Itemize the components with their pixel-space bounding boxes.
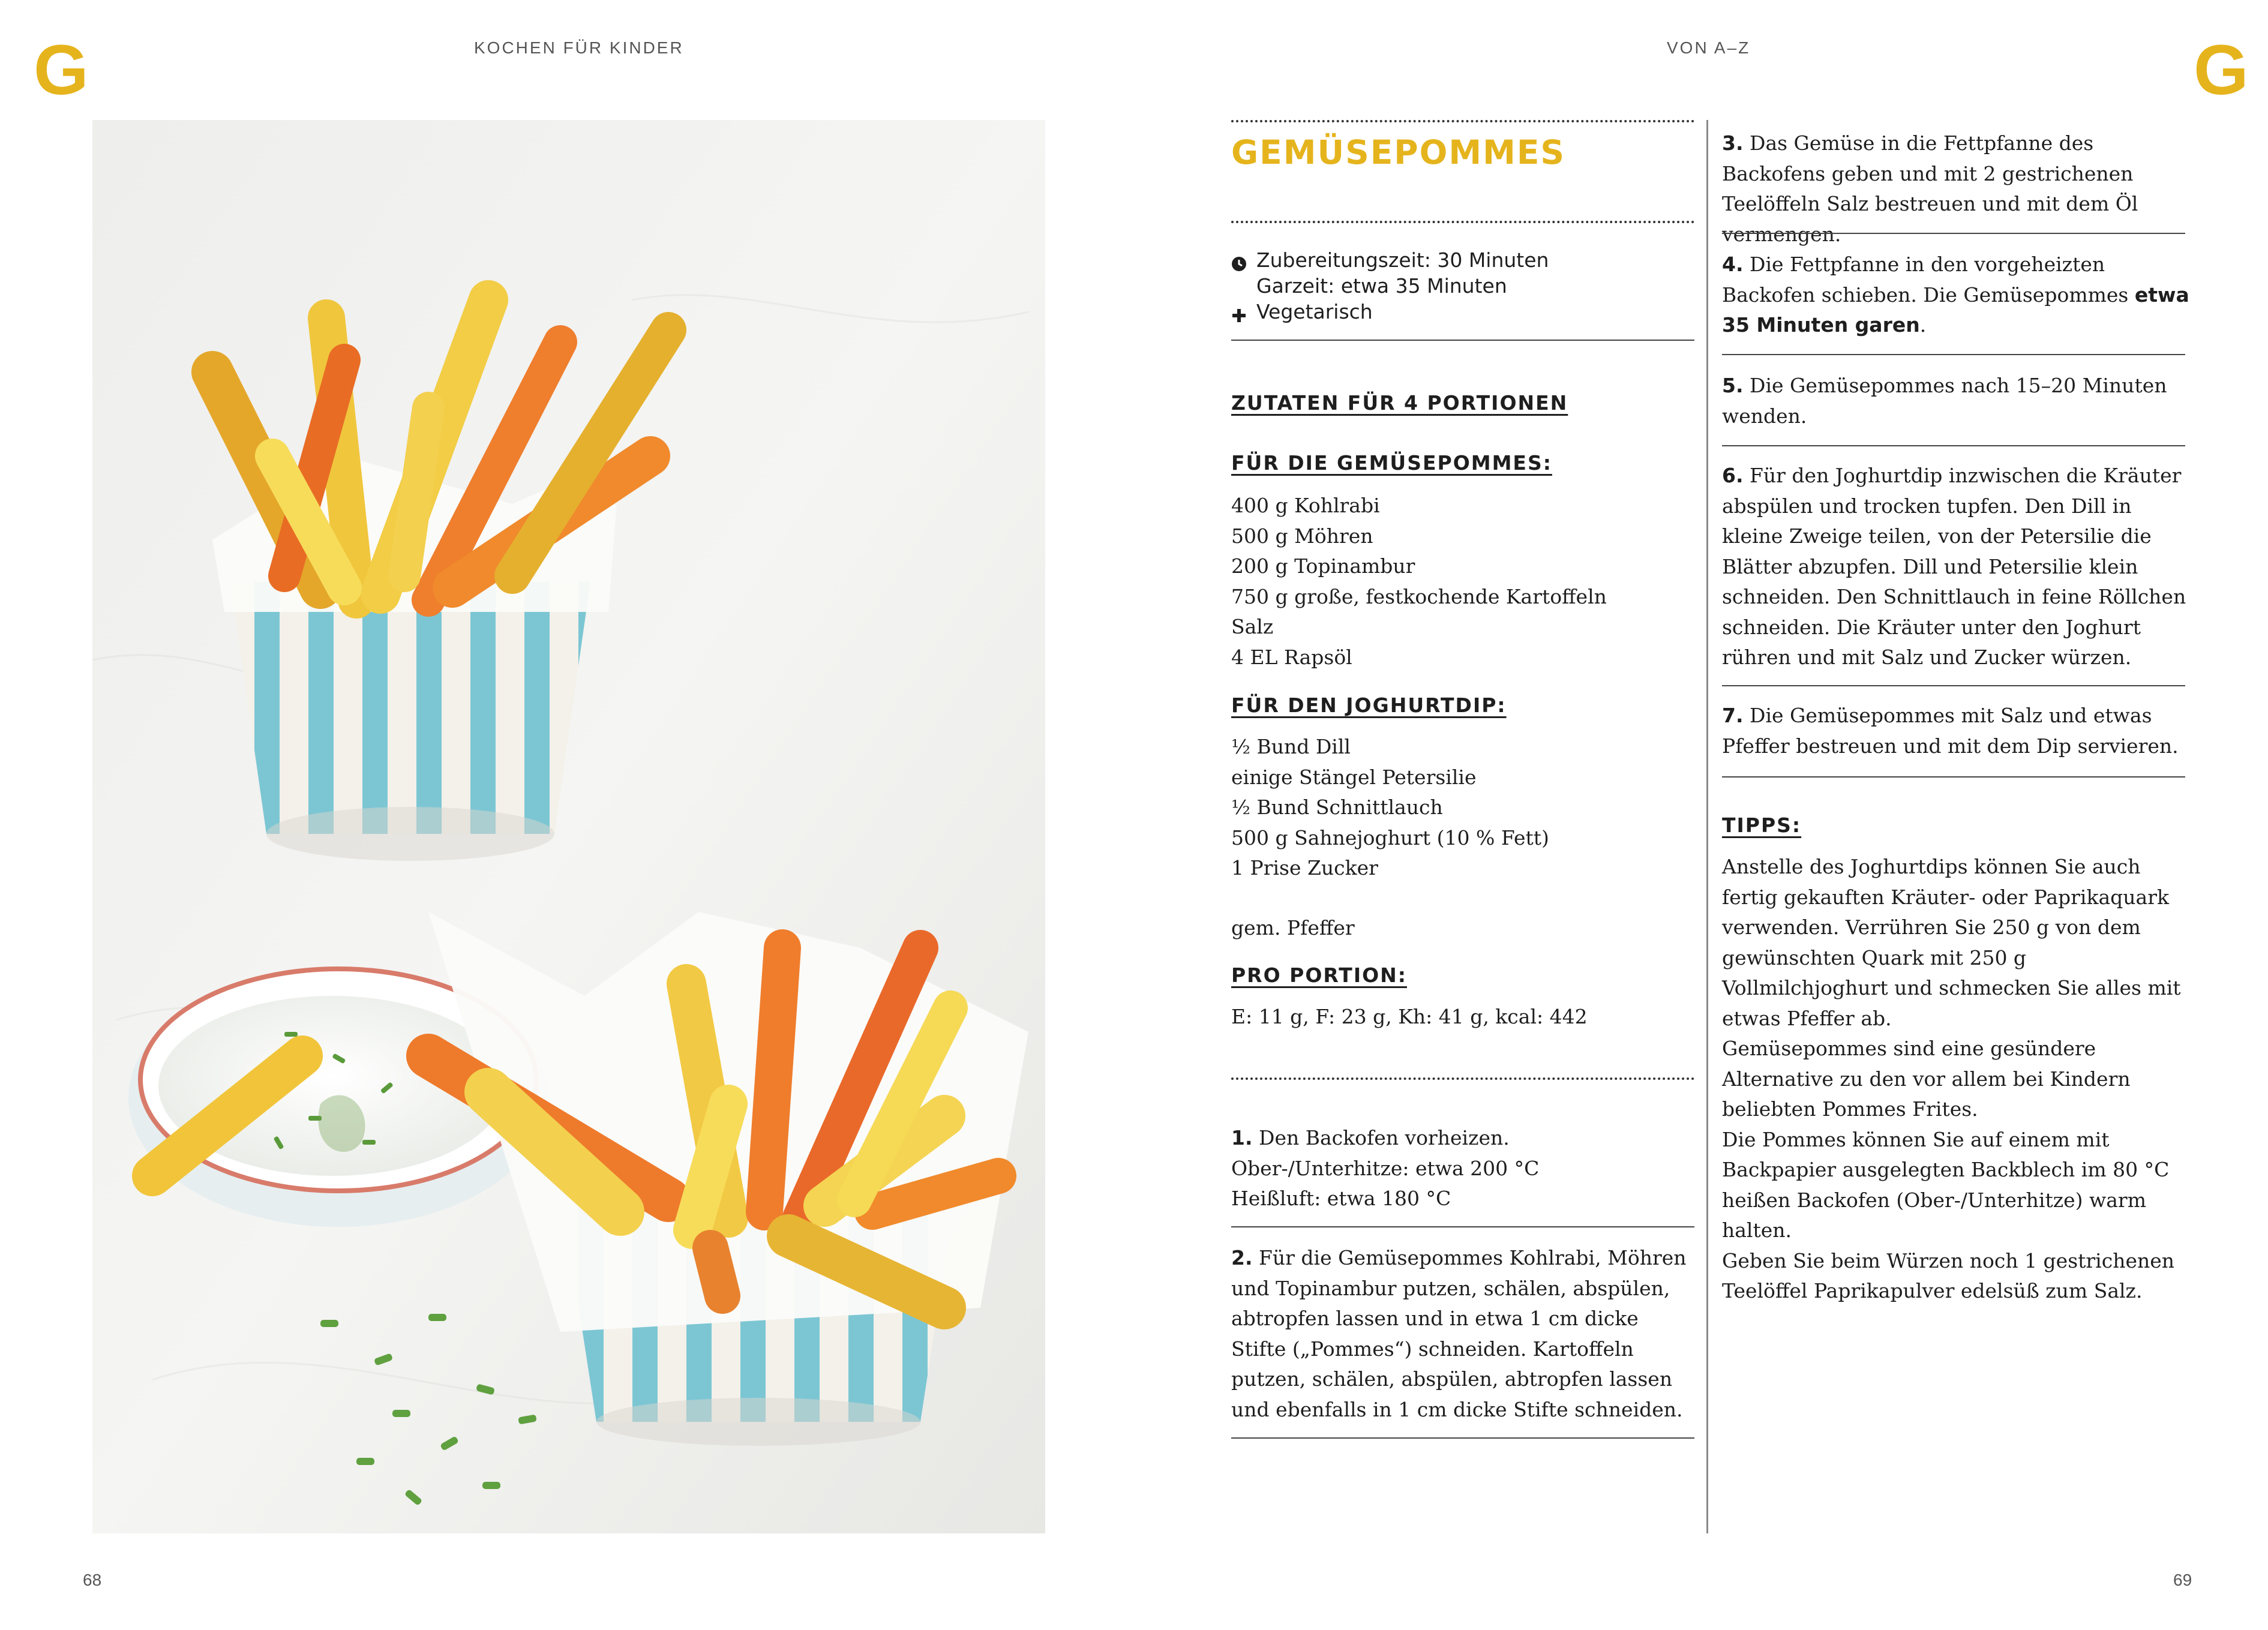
page-number-right: 69: [2173, 1571, 2192, 1589]
step-3: [1722, 128, 2190, 250]
food-photo: [92, 120, 1045, 1533]
running-head-right: VON A–Z: [1667, 38, 1751, 57]
fries-ingredients: [1231, 491, 1607, 673]
step-rule: [1722, 354, 2185, 355]
fries-heading: FÜR DIE GEMÜSEPOMMES:: [1231, 451, 1552, 475]
step-text: Für den Joghurtdip inzwischen die Kräuter abspülen und trocken tupfen. Den Dill in kleine Zweige teilen, von der Petersilie die Blätter abzupfen. Dill und Petersilie klein schneiden. Den Schnittlauch in feine Röllchen schneiden. Die Kräuter unter den Joghurt rühren und mit Salz und Zucker würzen.: [1722, 464, 2186, 669]
tip-paragraph: Gemüsepommes sind eine gesündere Alternative zu den vor allem bei Kindern beliebten Pommes Frites.: [1722, 1037, 2131, 1121]
dip-ingredients: [1231, 732, 1549, 884]
step-rule: [1722, 776, 2185, 778]
step-number: 4.: [1722, 253, 1744, 276]
section-letter-right: G: [2194, 31, 2249, 110]
step-1: [1231, 1123, 1699, 1214]
step-6: [1722, 461, 2190, 673]
steps-rule: [1231, 1077, 1694, 1080]
pepper-item: gem. Pfeffer: [1231, 916, 1355, 939]
ingredient-item: Salz: [1231, 615, 1274, 638]
clock-icon: [1231, 252, 1247, 268]
portion-heading: PRO PORTION:: [1231, 963, 1407, 987]
step-rule: [1722, 685, 2185, 686]
step-7: [1722, 701, 2190, 761]
ingredient-item: 400 g Kohlrabi: [1231, 494, 1380, 517]
step-rule: [1722, 233, 2185, 234]
step-number: 3.: [1722, 131, 1744, 155]
dip-heading: FÜR DEN JOGHURTDIP:: [1231, 694, 1507, 717]
recipe-title: GEMÜSEPOMMES: [1231, 133, 1566, 172]
column-divider: [1706, 120, 1708, 1533]
step-number: 7.: [1722, 704, 1744, 727]
step-rule: [1231, 1226, 1694, 1227]
step-4: [1722, 250, 2190, 341]
ingredient-item: 200 g Topinambur: [1231, 554, 1415, 578]
vegetarian-tag: Vegetarisch: [1256, 300, 1373, 323]
ingredients-heading: ZUTATEN FÜR 4 PORTIONEN: [1231, 391, 1568, 415]
step-number: 2.: [1231, 1246, 1253, 1269]
title-rule-bottom: [1231, 221, 1694, 223]
tip-paragraph: Anstelle des Joghurtdips können Sie auch fertig gekauften Kräuter- oder Paprikaquark verwenden. Verrühren Sie 250 g von dem gewünschten Quark mit 250 g Vollmilchjoghurt und schmecken Sie alles mit etwas Pfeffer ab.: [1722, 855, 2181, 1030]
step-text: Das Gemüse in die Fettpfanne des Backofens geben und mit 2 gestrichenen Teelöffeln Salz bestreuen und mit dem Öl vermengen.: [1722, 131, 2138, 246]
step-number: 5.: [1722, 374, 1744, 397]
ingredient-item: ½ Bund Dill: [1231, 735, 1351, 758]
ingredient-item: 750 g große, festkochende Kartoffeln: [1231, 584, 1607, 608]
recipe-meta: [1231, 247, 1694, 325]
ingredient-item: 500 g Sahnejoghurt (10 % Fett): [1231, 825, 1549, 849]
step-5: [1722, 371, 2190, 431]
tip-paragraph: Die Pommes können Sie auf einem mit Backpapier ausgelegten Backblech im 80 °C heißen Backofen (Ober-/Unterhitze) warm halten.: [1722, 1127, 2170, 1242]
ingredient-item: 4 EL Rapsöl: [1231, 645, 1352, 669]
section-letter-left: G: [34, 31, 89, 110]
step-rule: [1722, 445, 2185, 446]
portion-values: E: 11 g, F: 23 g, Kh: 41 g, kcal: 442: [1231, 1005, 1588, 1028]
title-rule-top: [1231, 120, 1694, 122]
step-text: Die Gemüsepommes mit Salz und etwas Pfeffer bestreuen und mit dem Dip servieren.: [1722, 704, 2179, 758]
step-number: 6.: [1722, 464, 1744, 487]
cook-time: Garzeit: etwa 35 Minuten: [1256, 274, 1507, 298]
ingredient-item: 500 g Möhren: [1231, 524, 1373, 548]
step-text: Den Backofen vorheizen.: [1259, 1126, 1510, 1149]
meta-rule: [1231, 340, 1694, 341]
step-text: Ober-/Unterhitze: etwa 200 °C: [1231, 1156, 1540, 1180]
plus-icon: [1231, 304, 1247, 319]
tip-paragraph: Geben Sie beim Würzen noch 1 gestrichenen Teelöffel Paprikapulver edelsüß zum Salz.: [1722, 1248, 2175, 1302]
step-text: Die Fettpfanne in den vorgeheizten Backofen schieben. Die Gemüsepommes: [1722, 253, 2129, 307]
step-text: Die Gemüsepommes nach 15–20 Minuten wenden.: [1722, 374, 2167, 428]
tips-block: [1722, 852, 2196, 1307]
step-emphasis: etwa 35 Minuten garen: [1722, 283, 2189, 337]
ingredient-item: einige Stängel Petersilie: [1231, 765, 1477, 789]
step-number: 1.: [1231, 1126, 1253, 1149]
step-rule: [1231, 1437, 1694, 1439]
ingredient-item: 1 Prise Zucker: [1231, 856, 1378, 879]
step-text: Für die Gemüsepommes Kohlrabi, Möhren und Topinambur putzen, schälen, abspülen, abtropfen lassen und in etwa 1 cm dicke Stifte („Pommes“) schneiden. Kartoffeln putzen, schälen, abspülen, abtropfen lassen und ebenfalls in 1 cm dicke Stifte schneiden.: [1231, 1246, 1687, 1421]
step-text-tail: .: [1919, 313, 1927, 337]
step-text: Heißluft: etwa 180 °C: [1231, 1187, 1451, 1210]
tips-heading: TIPPS:: [1722, 814, 1802, 837]
prep-time: Zubereitungszeit: 30 Minuten: [1256, 248, 1549, 272]
step-2: [1231, 1243, 1697, 1425]
running-head-left: KOCHEN FÜR KINDER: [474, 38, 684, 57]
page-number-left: 68: [83, 1571, 102, 1589]
ingredient-item: ½ Bund Schnittlauch: [1231, 796, 1443, 819]
